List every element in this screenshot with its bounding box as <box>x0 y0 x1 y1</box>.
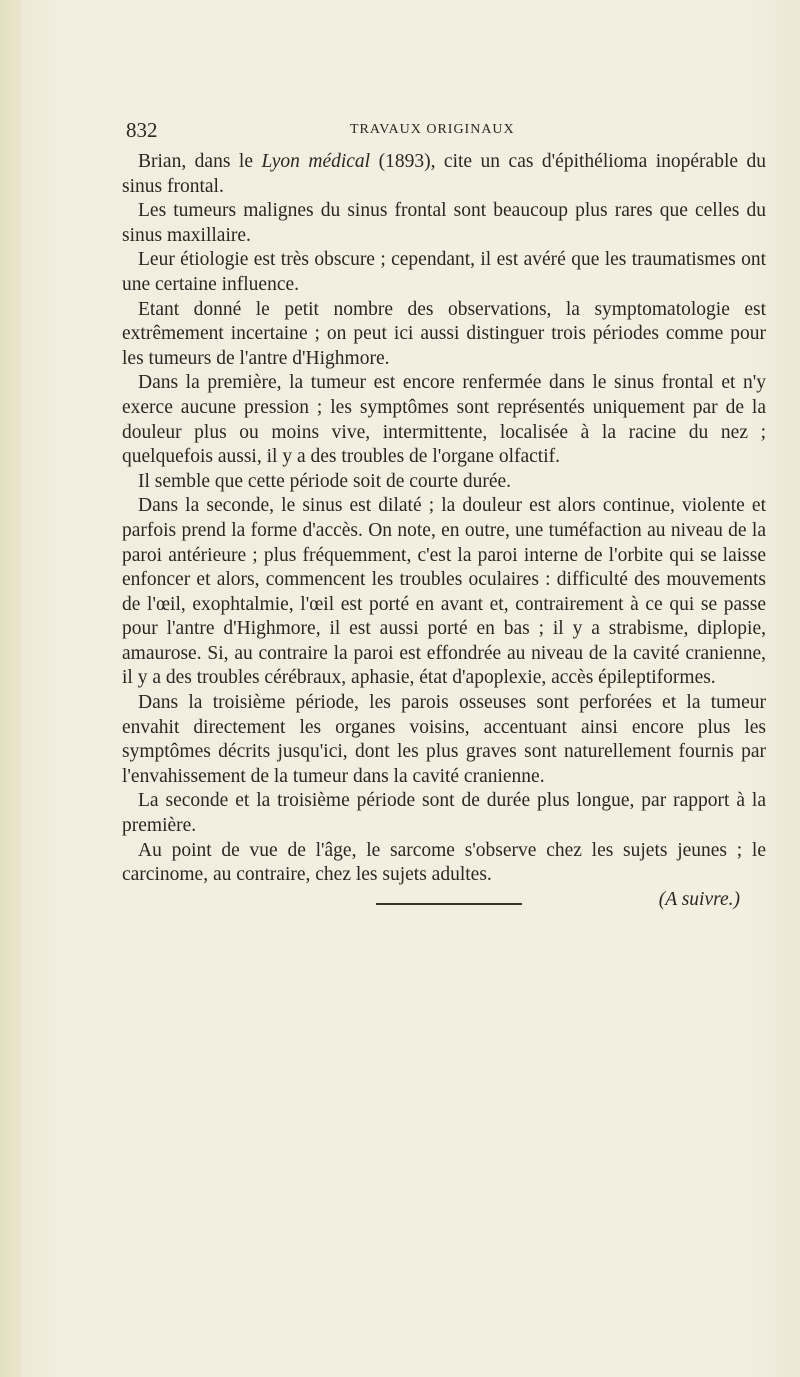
page-header <box>126 118 766 142</box>
paragraph: Il semble que cette période soit de courte durée. <box>138 470 512 492</box>
paragraph: La seconde et la troisième période sont de durée plus longue, par rapport à la première. <box>122 790 766 837</box>
page-number: 832 <box>126 118 158 142</box>
paragraph: Les tumeurs malignes du sinus frontal sont beaucoup plus rares que celles du sinus maxillaire. <box>122 200 766 246</box>
paragraph: Dans la première, la tumeur est encore renfermée dans le sinus frontal et n'y exerce aucune pression ; les symptômes sont représentés uniquement par de la douleur plus ou moins vive, intermittente, localisée à la racine du nez ; quelquefois aussi, il y a des troubles de l'organe olfactif. <box>122 372 766 468</box>
journal-title: Lyon médical <box>261 151 371 172</box>
body-text <box>122 150 766 912</box>
page-spine-edge <box>0 0 22 1377</box>
paragraph: Leur étiologie est très obscure ; cependant, il est avéré que les traumatismes ont une certaine influence. <box>122 249 766 295</box>
paragraph-brian: Brian, dans le Lyon médical (1893), cite un cas d'épithélioma inopérable du sinus frontal. <box>122 151 766 197</box>
paragraph: Au point de vue de l'âge, le sarcome s'observe chez les sujets jeunes ; le carcinome, au contraire, chez les sujets adultes. <box>122 839 766 886</box>
running-head: TRAVAUX ORIGINAUX <box>350 122 515 137</box>
paragraph: Etant donné le petit nombre des observations, la symptomatologie est extrêmement incertaine ; on peut ici aussi distinguer trois périodes comme pour les tumeurs de l'antre d'Highmore. <box>122 298 766 369</box>
to-be-continued: (A suivre.) <box>658 888 740 910</box>
paragraph: Dans la seconde, le sinus est dilaté ; la douleur est alors continue, violente et parfois prend la forme d'accès. On note, en outre, une tuméfaction au niveau de la paroi antérieure ; plus fréquemment, c'est la paroi interne de l'orbite qui se laisse enfoncer et alors, commencent les troubles oculaires : difficulté des mouvements de l'œil, exophtalmie, l'œil est porté en avant et, contrairement à ce qui se passe pour l'antre d'Highmore, il est aussi porté en bas ; il y a strabisme, diplopie, amaurose. Si, au contraire la paroi est effondrée au niveau de la cavité cranienne, il y a des troubles cérébraux, aphasie, état d'apoplexie, accès épileptiformes. <box>122 495 766 689</box>
paragraph: Dans la troisième période, les parois osseuses sont perforées et la tumeur envahit directement les organes voisins, accentuant ainsi encore plus les symptômes décrits jusqu'ici, dont les plus graves sont naturellement fournis par l'envahissement de la tumeur dans la cavité cranienne. <box>122 692 766 787</box>
section-divider <box>376 903 522 905</box>
